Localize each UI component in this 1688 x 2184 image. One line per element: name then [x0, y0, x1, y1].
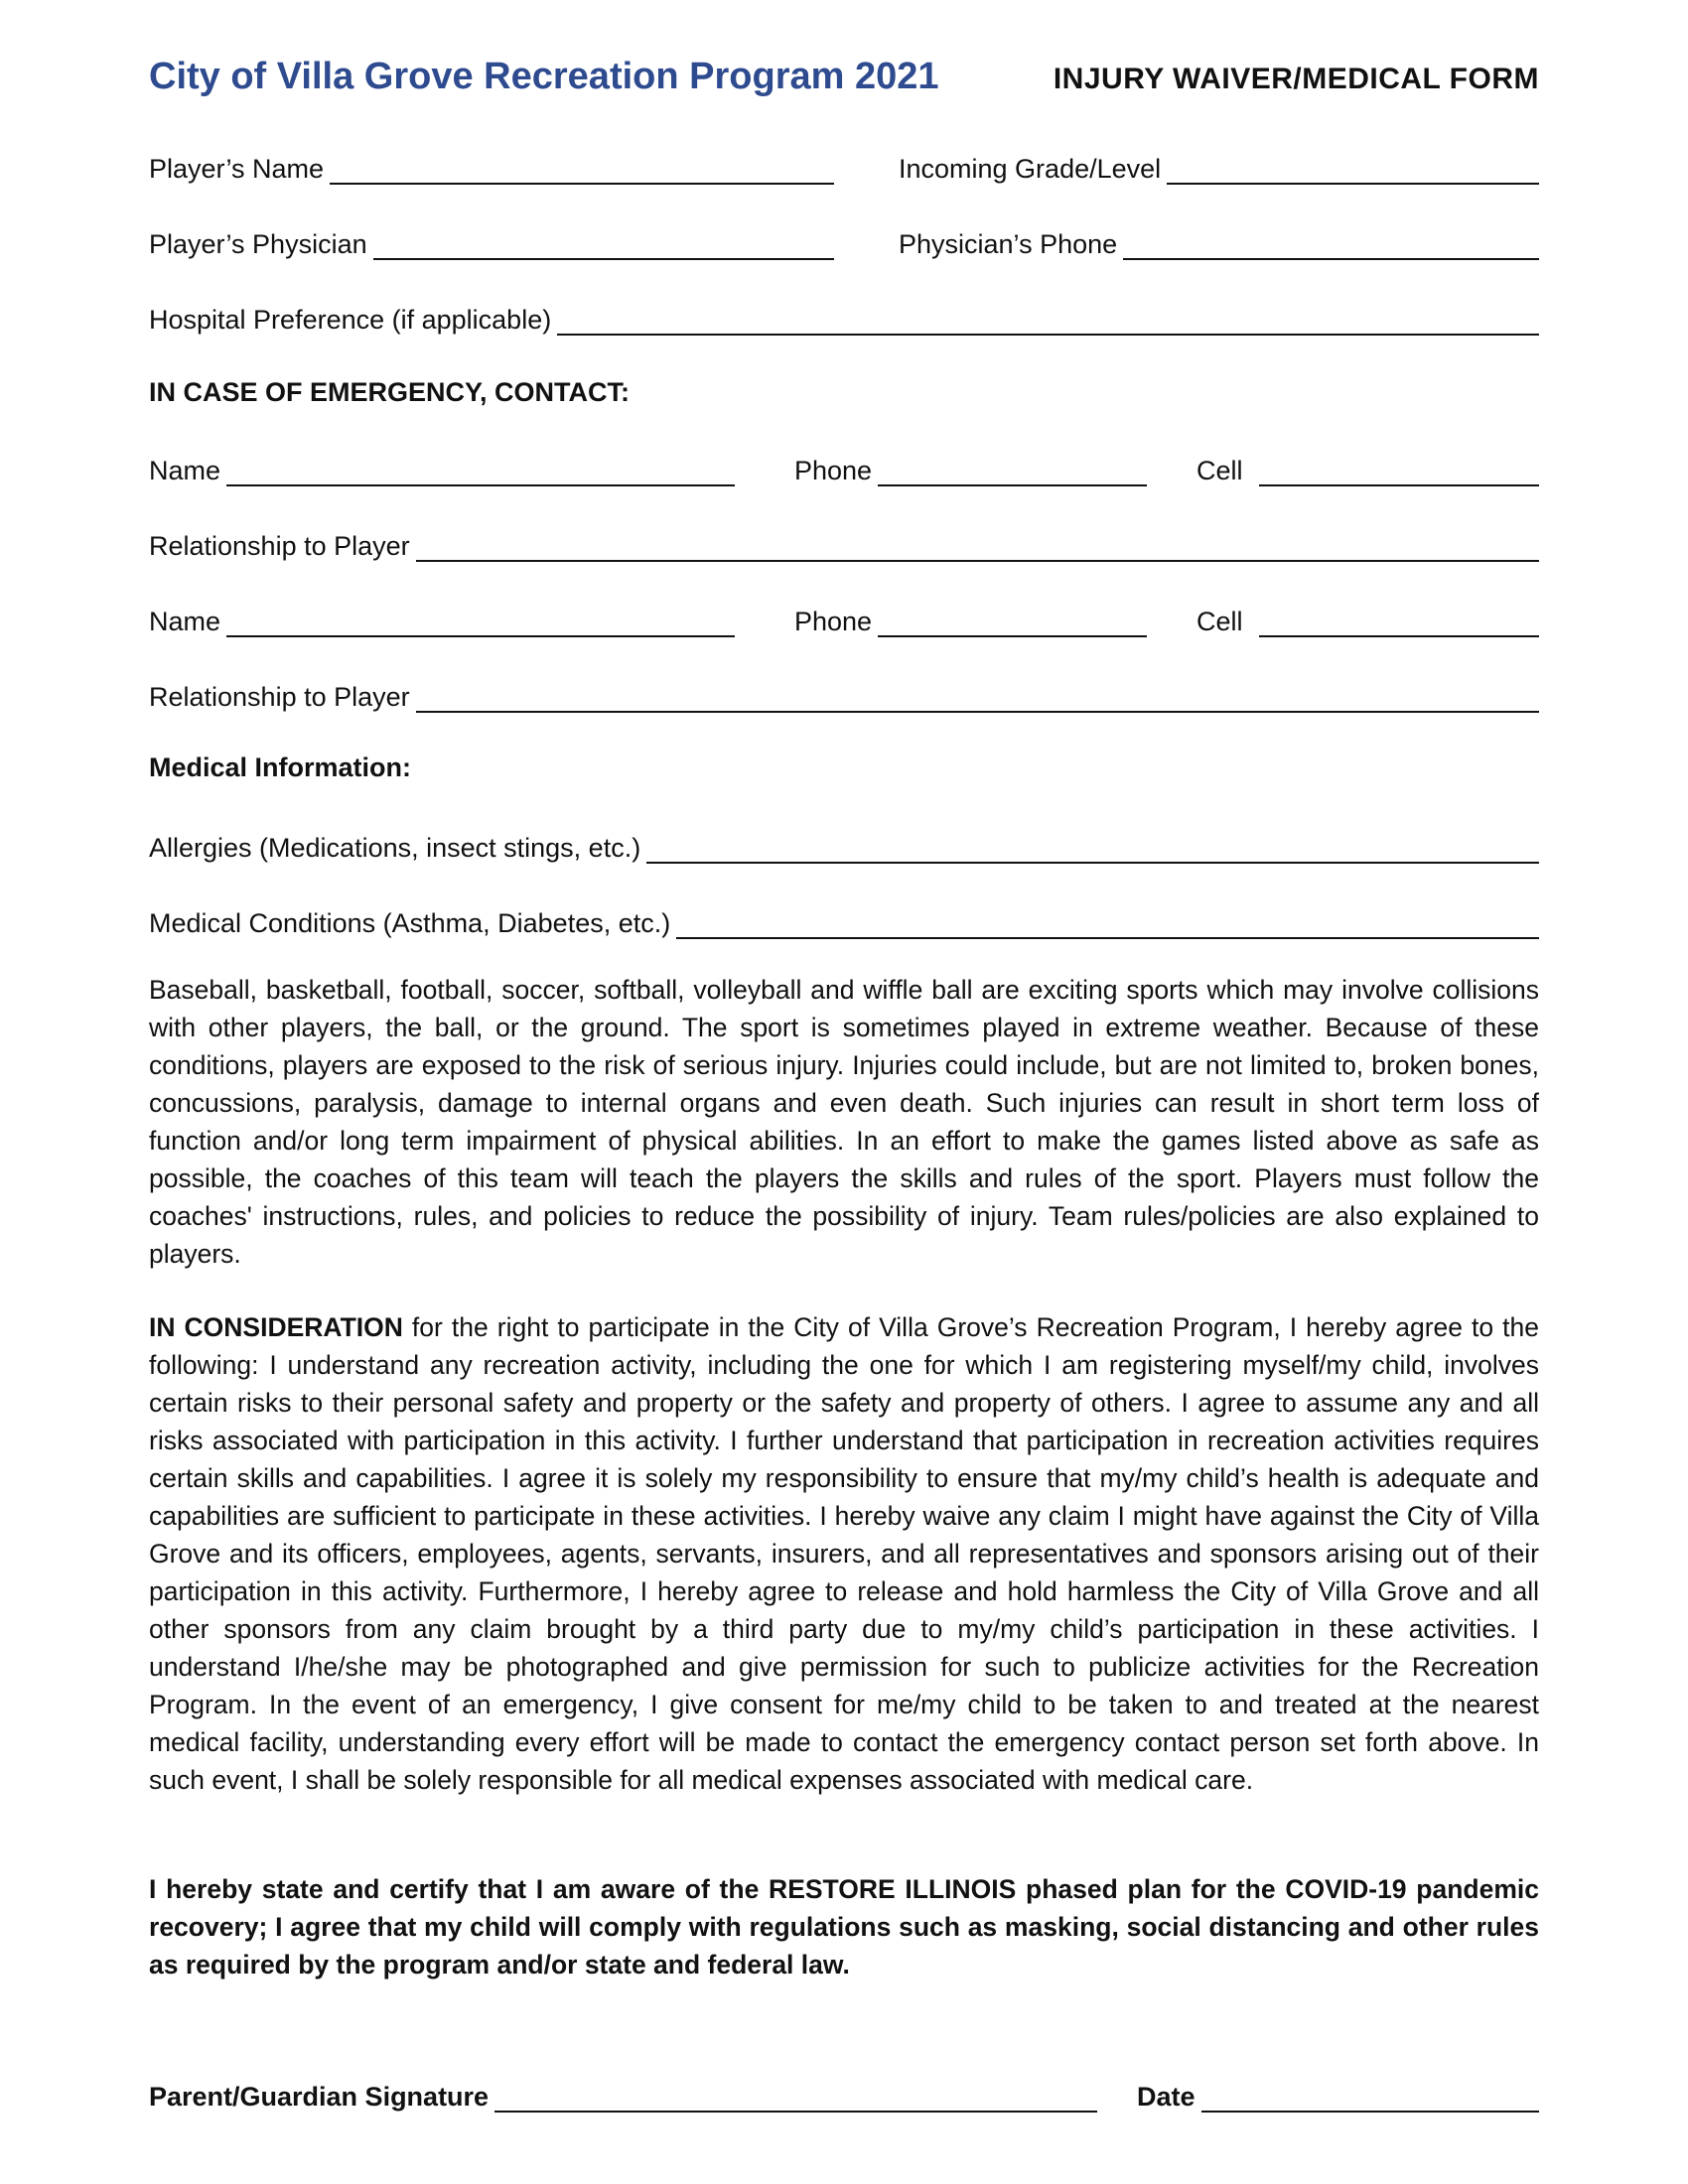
- emergency-cell-1-label: Cell: [1196, 456, 1243, 485]
- emergency-name-1-label: Name: [149, 456, 221, 485]
- relationship-2-field[interactable]: [149, 681, 1539, 713]
- player-name-field[interactable]: [149, 153, 834, 185]
- emergency-contact-1-row: [149, 447, 1539, 486]
- player-name-line[interactable]: [330, 153, 834, 185]
- emergency-cell-1-field[interactable]: [1196, 455, 1539, 486]
- medical-heading: Medical Information:: [149, 752, 412, 782]
- form-name: INJURY WAIVER/MEDICAL FORM: [1053, 63, 1539, 95]
- relationship-1-field[interactable]: [149, 530, 1539, 562]
- consideration-body: for the right to participate in the City of Villa Grove’s Recreation Program, I hereby agree to the following: I understand any recreation activity, including the one for which I am registering myself/my child, involves certain risks to their personal safety and property or the safety and property of others. I agree to assume any and all risks associated with participation in this activity. I further understand that participation in recreation activities requires certain skills and capabilities. I agree it is solely my responsibility to ensure that my/my child’s health is adequate and capabilities are sufficient to participate in these activities. I hereby waive any claim I might have against the City of Villa Grove and its officers, employees, agents, servants, insurers, and all representatives and sponsors arising out of their participation in this activity. Furthermore, I hereby agree to release and hold harmless the City of Villa Grove and all other sponsors from any claim brought by a third party due to my/my child’s participation in these activities. I understand I/he/she may be photographed and give permission for such to publicize activities for the Recreation Program. In the event of an emergency, I give consent for me/my child to be taken to and treated at the nearest medical facility, understanding every effort will be made to contact the emergency contact person set forth above. In such event, I shall be solely responsible for all medical expenses associated with medical care.: [149, 1312, 1540, 1795]
- conditions-field[interactable]: [149, 907, 1539, 939]
- emergency-phone-1-field[interactable]: [794, 455, 1147, 486]
- player-name-row: [149, 145, 1539, 185]
- physician-label: Player’s Physician: [149, 229, 367, 259]
- emergency-cell-2-field[interactable]: [1196, 606, 1539, 637]
- signature-row: [149, 2073, 1539, 2113]
- emergency-phone-2-label: Phone: [794, 607, 873, 636]
- allergies-field[interactable]: [149, 832, 1539, 864]
- relationship-1-label: Relationship to Player: [149, 531, 410, 561]
- emergency-name-2-label: Name: [149, 607, 221, 636]
- emergency-phone-2-field[interactable]: [794, 606, 1147, 637]
- grade-field[interactable]: [899, 153, 1539, 185]
- program-title: City of Villa Grove Recreation Program 2021: [149, 56, 939, 97]
- hospital-field[interactable]: [149, 304, 1539, 336]
- conditions-row: [149, 899, 1539, 939]
- physician-phone-label: Physician’s Phone: [899, 229, 1118, 259]
- relationship-1-row: [149, 522, 1539, 562]
- physician-row: [149, 220, 1539, 260]
- physician-line[interactable]: [373, 228, 834, 260]
- allergies-row: [149, 824, 1539, 864]
- emergency-cell-2-label: Cell: [1196, 607, 1243, 636]
- emergency-contact-2-row: [149, 598, 1539, 637]
- date-line[interactable]: [1201, 2081, 1539, 2113]
- relationship-2-label: Relationship to Player: [149, 682, 410, 712]
- hospital-line[interactable]: [557, 304, 1539, 336]
- grade-line[interactable]: [1167, 153, 1539, 185]
- signature-field[interactable]: [149, 2081, 1097, 2113]
- risk-paragraph: Baseball, basketball, football, soccer, softball, volleyball and wiffle ball are exciting sports which may involve collisions with other players, the ball, or the ground. The sport is sometimes played in extreme weather. Because of these conditions, players are exposed to the risk of serious injury. Injuries could include, but are not limited to, broken bones, concussions, paralysis, damage to internal organs and even death. Such injuries can result in short term loss of function and/or long term impairment of physical abilities. In an effort to make the games listed above as safe as possible, the coaches of this team will teach the players the skills and rules of the sport. Players must follow the coaches' instructions, rules, and policies to reduce the possibility of injury. Team rules/policies are also explained to players.: [149, 975, 1539, 1269]
- physician-phone-field[interactable]: [899, 228, 1539, 260]
- emergency-name-2-field[interactable]: [149, 606, 735, 637]
- relationship-2-row: [149, 673, 1539, 713]
- relationship-1-line[interactable]: [416, 530, 1539, 562]
- emergency-name-2-line[interactable]: [226, 606, 735, 637]
- emergency-phone-1-line[interactable]: [878, 455, 1147, 486]
- hospital-label: Hospital Preference (if applicable): [149, 305, 552, 335]
- date-field[interactable]: [1137, 2081, 1539, 2113]
- conditions-label: Medical Conditions (Asthma, Diabetes, etc.): [149, 908, 671, 938]
- physician-field[interactable]: [149, 228, 834, 260]
- relationship-2-line[interactable]: [416, 681, 1539, 713]
- emergency-cell-1-line[interactable]: [1259, 455, 1539, 486]
- signature-label: Parent/Guardian Signature: [149, 2082, 490, 2112]
- allergies-label: Allergies (Medications, insect stings, etc.): [149, 833, 641, 863]
- consideration-lead: IN CONSIDERATION: [149, 1312, 403, 1342]
- emergency-name-1-line[interactable]: [226, 455, 735, 486]
- consideration-paragraph: [149, 1308, 1539, 1799]
- emergency-phone-1-label: Phone: [794, 456, 873, 485]
- player-name-label: Player’s Name: [149, 154, 325, 184]
- emergency-cell-2-line[interactable]: [1259, 606, 1539, 637]
- physician-phone-line[interactable]: [1123, 228, 1539, 260]
- date-label: Date: [1137, 2082, 1196, 2112]
- emergency-name-1-field[interactable]: [149, 455, 735, 486]
- covid-paragraph: I hereby state and certify that I am aware of the RESTORE ILLINOIS phased plan for the COVID-19 pandemic recovery; I agree that my child will comply with regulations such as masking, social distancing and other rules as required by the program and/or state and federal law.: [149, 1874, 1539, 1979]
- signature-line[interactable]: [494, 2081, 1097, 2113]
- emergency-heading: IN CASE OF EMERGENCY, CONTACT:: [149, 377, 631, 407]
- allergies-line[interactable]: [646, 832, 1539, 864]
- conditions-line[interactable]: [676, 907, 1539, 939]
- grade-label: Incoming Grade/Level: [899, 154, 1162, 184]
- hospital-row: [149, 296, 1539, 336]
- form-header: [149, 56, 1539, 98]
- emergency-phone-2-line[interactable]: [878, 606, 1147, 637]
